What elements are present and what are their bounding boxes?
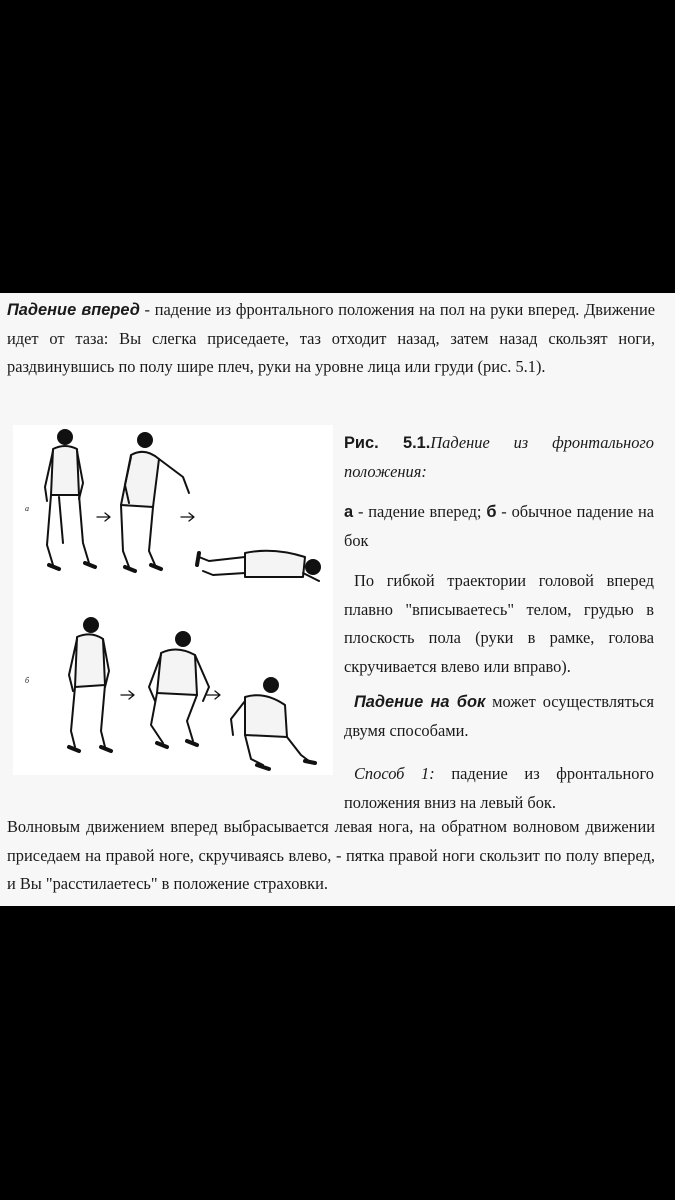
legend-a-text: - падение вперед; <box>353 502 487 521</box>
legend-a-key: а <box>344 503 354 521</box>
side-paragraph-3 <box>344 760 654 817</box>
intro-text: - падение из фронтального положения на пол на руки вперед. Движение идет от таза: Вы слегка приседаете, таз отходит назад, затем назад скользят ноги, раздвинувшись по полу шире плеч, руки на уровне лица или груди (рис. 5.1). <box>7 300 655 376</box>
figure-b-falling <box>231 678 315 769</box>
figure-a-lying <box>197 551 320 581</box>
side-fall-text: может осуществляться двумя способами. <box>344 692 654 740</box>
figure-5-1 <box>13 425 333 775</box>
figure-b-squatting <box>149 632 209 747</box>
legend-b-text: - обычное падение на бок <box>344 502 654 550</box>
figure-illustration <box>13 425 333 775</box>
figure-label-a: а <box>25 504 29 513</box>
intro-term: Падение вперед <box>7 301 140 319</box>
figure-label-b: б <box>25 676 30 685</box>
method-1-text: падение из фронтального положения вниз на левый бок. <box>344 764 654 812</box>
caption-title: Падение из фронтального положения: <box>344 433 654 481</box>
book-page <box>0 293 675 906</box>
figure-a-standing <box>45 430 95 569</box>
caption-prefix: Рис. 5.1. <box>344 434 431 452</box>
continuation-paragraph: Волновым движением вперед выбрасывается левая нога, на обратном волновом движении приседаем на правой ноге, скручиваясь влево, - пятка правой ноги скользит по полу вперед, и Вы "расстилаетесь" в положение страховки. <box>7 817 655 893</box>
method-1-term: Способ 1: <box>354 764 435 783</box>
side-paragraph-2 <box>344 688 654 745</box>
side-fall-term: Падение на бок <box>354 693 486 711</box>
figure-a-leaning <box>121 433 189 571</box>
figure-legend <box>344 498 654 555</box>
legend-b-key: б <box>486 503 497 521</box>
figure-caption <box>344 429 654 486</box>
side-paragraph-1: По гибкой траектории головой вперед плавно "вписываетесь" телом, грудью в плоскость пола (руки в рамке, голова скручивается влево или вправо). <box>344 571 654 676</box>
intro-paragraph <box>7 296 655 382</box>
figure-b-standing <box>69 618 111 751</box>
